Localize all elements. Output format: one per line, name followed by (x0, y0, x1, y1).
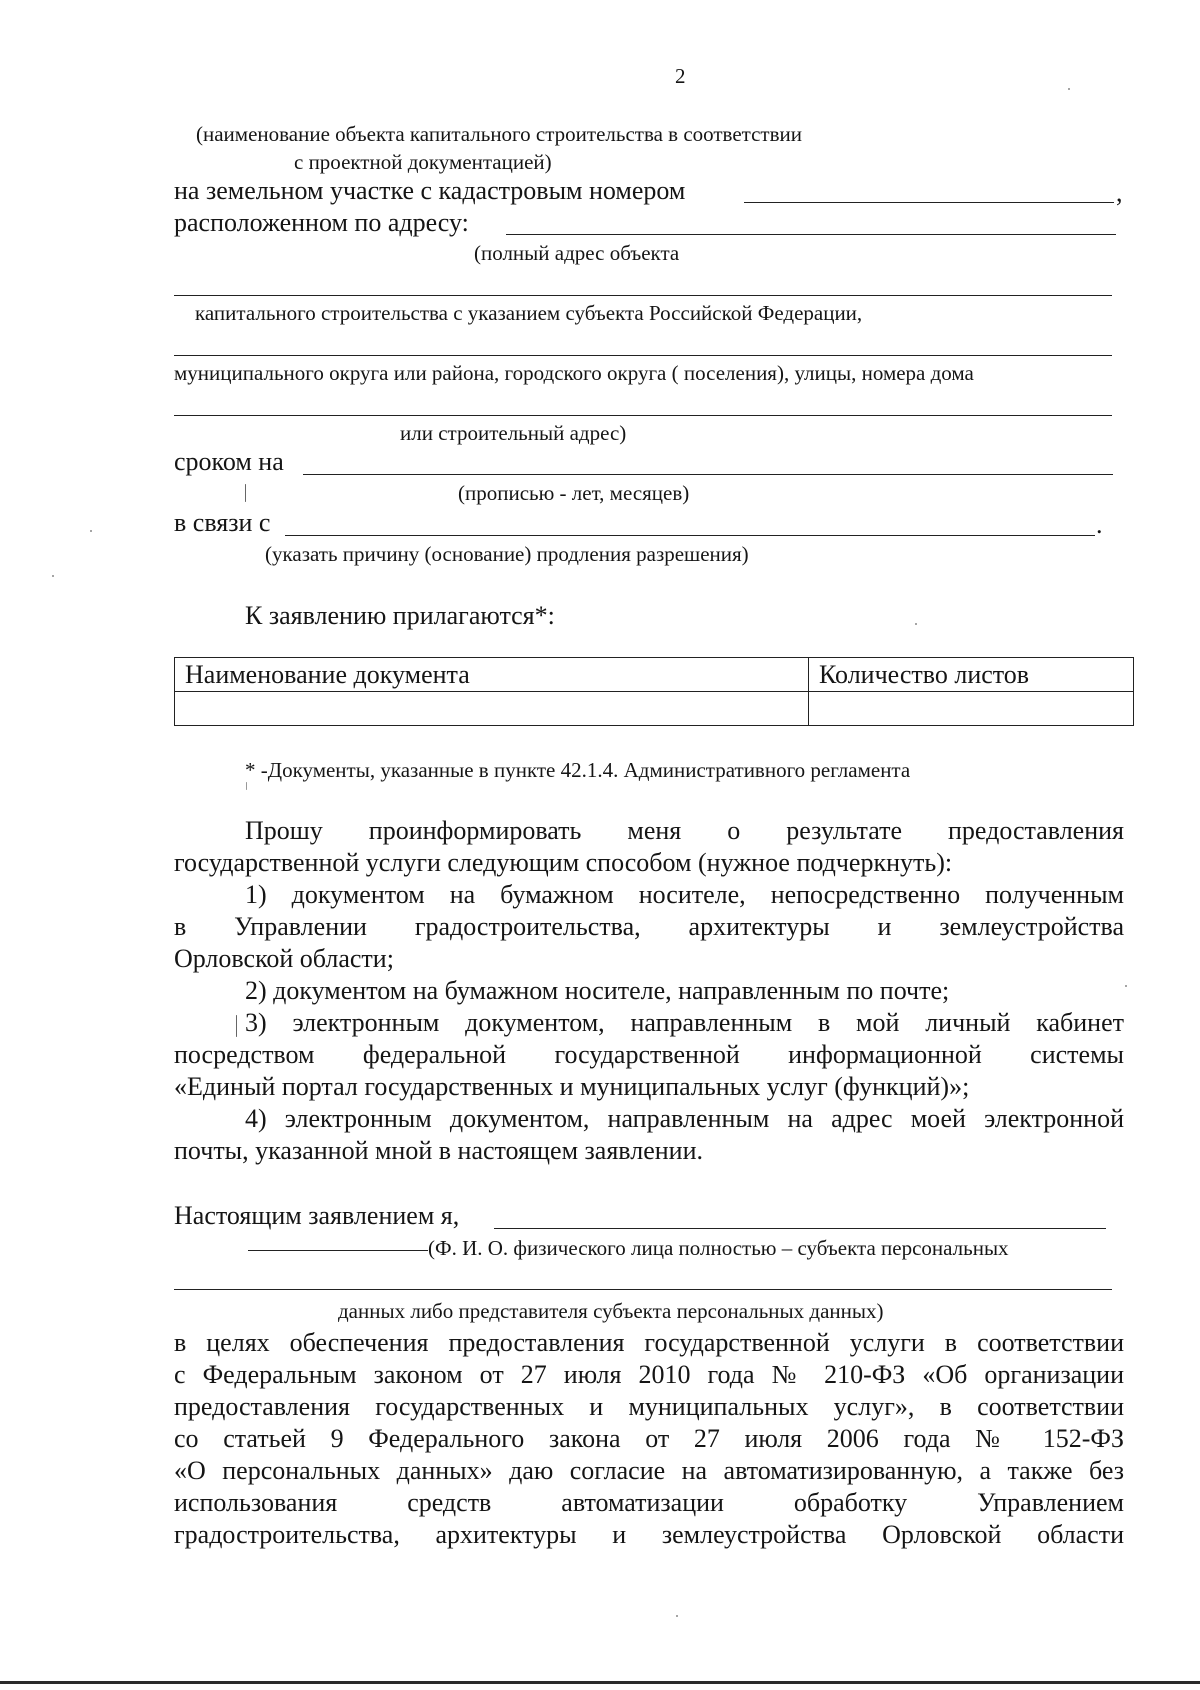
scan-mark (246, 782, 247, 790)
address-caption-line4: или строительный адрес) (400, 421, 627, 445)
scan-mark (245, 484, 246, 502)
consent-name-input-line[interactable] (494, 1228, 1106, 1229)
address-input-line-3[interactable] (174, 355, 1112, 356)
scan-speck (1068, 88, 1070, 90)
consent-body-line5: «О персональных данных» даю согласие на автоматизированную, а также без (174, 1456, 1124, 1485)
term-input-line[interactable] (303, 474, 1113, 475)
consent-body-line2: с Федеральным законом от 27 июля 2010 года № 210-ФЗ «Об организации (174, 1360, 1124, 1389)
scan-speck (915, 623, 917, 625)
consent-body-line6: использования средств автоматизации обработку Управлением (174, 1488, 1124, 1517)
consent-name-input-line-2[interactable] (174, 1289, 1112, 1290)
address-caption-line3: муниципального округа или района, городского округа ( поселения), улицы, номера дома (174, 361, 974, 385)
scan-mark (236, 1015, 237, 1037)
reason-input-line[interactable] (285, 535, 1095, 536)
attachments-heading: К заявлению прилагаются*: (245, 601, 555, 630)
page-number: 2 (675, 64, 686, 88)
inform-intro-line1: Прошу проинформировать меня о результате предоставления (245, 816, 1124, 845)
option3-line1: 3) электронным документом, направленным в мой личный кабинет (245, 1008, 1124, 1037)
address-label: расположенном по адресу: (174, 208, 469, 237)
consent-body-line1: в целях обеспечения предоставления государственной услуги в соответствии (174, 1328, 1124, 1357)
address-input-line[interactable] (506, 234, 1116, 235)
term-label: сроком на (174, 447, 284, 476)
cadastral-input-line[interactable] (744, 202, 1114, 203)
address-caption-line1: (полный адрес объекта (474, 241, 680, 265)
term-caption: (прописью - лет, месяцев) (458, 481, 690, 505)
table-header-sheets: Количество листов (809, 658, 1134, 692)
option3-line3: «Единый портал государственных и муниципальных услуг (функций)»; (174, 1072, 970, 1101)
cadastral-comma: , (1116, 178, 1123, 207)
table-header-document: Наименование документа (175, 658, 809, 692)
consent-body-line3: предоставления государственных и муниципальных услуг», в соответствии (174, 1392, 1124, 1421)
option3-line2: посредством федеральной государственной информационной системы (174, 1040, 1124, 1069)
page-bottom-edge (0, 1681, 1200, 1684)
consent-body-line7: градостроительства, архитектуры и землеустройства Орловской области (174, 1520, 1124, 1549)
table-cell-document[interactable] (175, 692, 809, 726)
consent-label: Настоящим заявлением я, (174, 1201, 460, 1230)
address-caption-line2: капитального строительства с указанием субъекта Российской Федерации, (195, 301, 863, 325)
consent-caption-line1: (Ф. И. О. физического лица полностью – субъекта персональных (428, 1236, 1009, 1260)
reason-label: в связи с (174, 508, 271, 537)
scan-speck (676, 1615, 678, 1617)
scan-speck (1125, 985, 1127, 987)
option2-line1: 2) документом на бумажном носителе, направленным по почте; (245, 976, 950, 1005)
address-input-line-2[interactable] (174, 295, 1112, 296)
table-header-row (175, 658, 1134, 692)
option4-line2: почты, указанной мной в настоящем заявлении. (174, 1136, 703, 1165)
consent-caption-line2: данных либо представителя субъекта персональных данных) (338, 1299, 884, 1323)
object-caption-line2: с проектной документацией) (294, 150, 552, 174)
option1-line3: Орловской области; (174, 944, 394, 973)
table-cell-sheets[interactable] (809, 692, 1134, 726)
scan-speck (52, 575, 54, 577)
consent-body-line4: со статьей 9 Федерального закона от 27 июля 2006 года № 152-ФЗ (174, 1424, 1124, 1453)
reason-caption: (указать причину (основание) продления разрешения) (265, 542, 749, 566)
consent-name-dash-line (248, 1250, 428, 1251)
object-caption-line1: (наименование объекта капитального строительства в соответствии (196, 122, 802, 146)
address-input-line-4[interactable] (174, 415, 1112, 416)
option1-line1: 1) документом на бумажном носителе, непосредственно полученным (245, 880, 1124, 909)
reason-period: . (1096, 510, 1103, 539)
cadastral-label: на земельном участке с кадастровым номером (174, 176, 686, 205)
option4-line1: 4) электронным документом, направленным на адрес моей электронной (245, 1104, 1124, 1133)
attachments-table (174, 657, 1134, 726)
footnote: * -Документы, указанные в пункте 42.1.4. Административного регламента (245, 758, 911, 782)
option1-line2: в Управлении градостроительства, архитектуры и землеустройства (174, 912, 1124, 941)
scan-speck (90, 530, 92, 532)
table-row (175, 692, 1134, 726)
inform-intro-line2: государственной услуги следующим способом (нужное подчеркнуть): (174, 848, 953, 877)
